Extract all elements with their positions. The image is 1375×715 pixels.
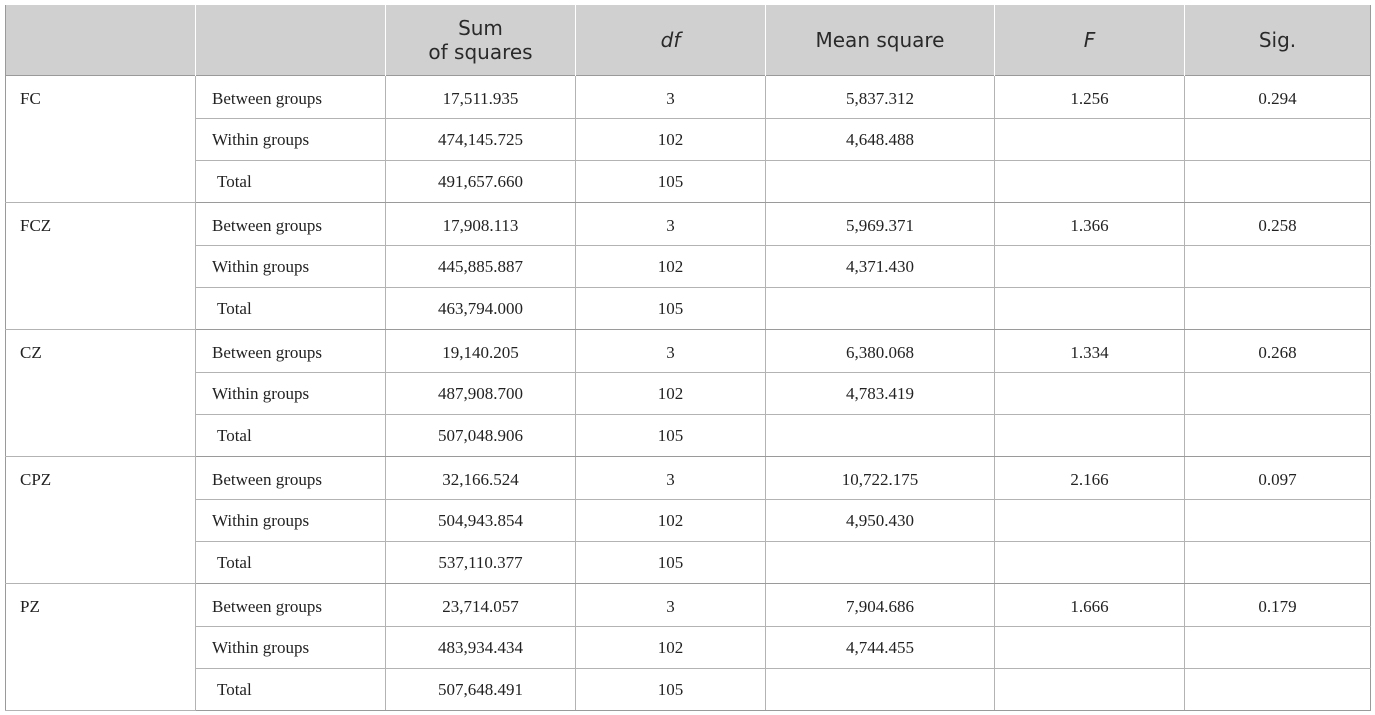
df-cell: 3 (576, 76, 766, 119)
f-cell: 2.166 (995, 457, 1185, 500)
sig-cell (1185, 415, 1371, 457)
sum-of-squares-cell: 537,110.377 (386, 542, 576, 584)
sig-cell (1185, 669, 1371, 711)
sig-cell (1185, 542, 1371, 584)
header-source (196, 5, 386, 76)
f-cell (995, 415, 1185, 457)
f-cell (995, 500, 1185, 542)
sig-cell: 0.097 (1185, 457, 1371, 500)
source-cell: Between groups (196, 584, 386, 627)
sig-cell (1185, 500, 1371, 542)
table-row (6, 457, 1371, 500)
sig-cell: 0.258 (1185, 203, 1371, 246)
header-mean-square: Mean square (766, 5, 995, 76)
source-cell: Total (196, 161, 386, 203)
sum-of-squares-cell: 491,657.660 (386, 161, 576, 203)
table-row (6, 415, 1371, 457)
table-row (6, 373, 1371, 415)
sum-of-squares-cell: 17,908.113 (386, 203, 576, 246)
f-cell: 1.334 (995, 330, 1185, 373)
table-row (6, 330, 1371, 373)
mean-square-cell (766, 669, 995, 711)
source-cell: Between groups (196, 457, 386, 500)
sig-cell: 0.268 (1185, 330, 1371, 373)
f-cell (995, 119, 1185, 161)
table-row (6, 627, 1371, 669)
source-cell: Between groups (196, 76, 386, 119)
header-sum-of-squares-line2: of squares (428, 40, 533, 64)
source-cell: Within groups (196, 500, 386, 542)
variable-cell: CPZ (6, 457, 196, 584)
mean-square-cell: 4,371.430 (766, 246, 995, 288)
sig-cell (1185, 627, 1371, 669)
table-row (6, 500, 1371, 542)
table-header (6, 5, 1371, 76)
df-cell: 102 (576, 627, 766, 669)
df-cell: 102 (576, 373, 766, 415)
df-cell: 105 (576, 669, 766, 711)
sum-of-squares-cell: 507,648.491 (386, 669, 576, 711)
mean-square-cell: 5,837.312 (766, 76, 995, 119)
df-cell: 3 (576, 203, 766, 246)
mean-square-cell: 4,648.488 (766, 119, 995, 161)
sig-cell (1185, 288, 1371, 330)
df-cell: 3 (576, 330, 766, 373)
sig-cell (1185, 246, 1371, 288)
sum-of-squares-cell: 23,714.057 (386, 584, 576, 627)
table-row (6, 203, 1371, 246)
sig-cell: 0.294 (1185, 76, 1371, 119)
sum-of-squares-cell: 507,048.906 (386, 415, 576, 457)
f-cell (995, 542, 1185, 584)
df-cell: 3 (576, 584, 766, 627)
header-row (6, 5, 1371, 76)
mean-square-cell (766, 415, 995, 457)
table-row (6, 119, 1371, 161)
table-row (6, 288, 1371, 330)
sig-cell (1185, 161, 1371, 203)
table-body (6, 76, 1371, 711)
sum-of-squares-cell: 474,145.725 (386, 119, 576, 161)
source-cell: Within groups (196, 119, 386, 161)
df-cell: 102 (576, 500, 766, 542)
mean-square-cell: 4,950.430 (766, 500, 995, 542)
variable-cell: FCZ (6, 203, 196, 330)
source-cell: Total (196, 542, 386, 584)
mean-square-cell (766, 542, 995, 584)
f-cell (995, 161, 1185, 203)
df-cell: 105 (576, 161, 766, 203)
mean-square-cell: 6,380.068 (766, 330, 995, 373)
source-cell: Total (196, 288, 386, 330)
source-cell: Within groups (196, 246, 386, 288)
variable-cell: FC (6, 76, 196, 203)
mean-square-cell: 7,904.686 (766, 584, 995, 627)
mean-square-cell: 10,722.175 (766, 457, 995, 500)
df-cell: 102 (576, 119, 766, 161)
sum-of-squares-cell: 504,943.854 (386, 500, 576, 542)
table-row (6, 246, 1371, 288)
sum-of-squares-cell: 19,140.205 (386, 330, 576, 373)
header-variable (6, 5, 196, 76)
f-cell (995, 246, 1185, 288)
source-cell: Within groups (196, 627, 386, 669)
variable-cell: CZ (6, 330, 196, 457)
mean-square-cell: 5,969.371 (766, 203, 995, 246)
df-cell: 102 (576, 246, 766, 288)
df-cell: 3 (576, 457, 766, 500)
table-row (6, 76, 1371, 119)
header-sum-of-squares (386, 5, 576, 76)
source-cell: Within groups (196, 373, 386, 415)
header-f: F (995, 5, 1185, 76)
sig-cell (1185, 373, 1371, 415)
mean-square-cell: 4,744.455 (766, 627, 995, 669)
source-cell: Total (196, 415, 386, 457)
sum-of-squares-cell: 445,885.887 (386, 246, 576, 288)
mean-square-cell (766, 161, 995, 203)
f-cell (995, 627, 1185, 669)
header-sig: Sig. (1185, 5, 1371, 76)
f-cell (995, 288, 1185, 330)
f-cell: 1.666 (995, 584, 1185, 627)
table-row (6, 669, 1371, 711)
f-cell: 1.366 (995, 203, 1185, 246)
source-cell: Between groups (196, 330, 386, 373)
anova-table (5, 5, 1371, 711)
sum-of-squares-cell: 17,511.935 (386, 76, 576, 119)
f-cell (995, 669, 1185, 711)
source-cell: Total (196, 669, 386, 711)
f-cell (995, 373, 1185, 415)
header-df: df (576, 5, 766, 76)
sum-of-squares-cell: 483,934.434 (386, 627, 576, 669)
mean-square-cell (766, 288, 995, 330)
table-row (6, 542, 1371, 584)
sig-cell (1185, 119, 1371, 161)
variable-cell: PZ (6, 584, 196, 711)
df-cell: 105 (576, 288, 766, 330)
sum-of-squares-cell: 463,794.000 (386, 288, 576, 330)
mean-square-cell: 4,783.419 (766, 373, 995, 415)
df-cell: 105 (576, 542, 766, 584)
sig-cell: 0.179 (1185, 584, 1371, 627)
table-row (6, 161, 1371, 203)
f-cell: 1.256 (995, 76, 1185, 119)
header-sum-of-squares-line1: Sum (458, 16, 503, 40)
source-cell: Between groups (196, 203, 386, 246)
df-cell: 105 (576, 415, 766, 457)
table-row (6, 584, 1371, 627)
sum-of-squares-cell: 32,166.524 (386, 457, 576, 500)
sum-of-squares-cell: 487,908.700 (386, 373, 576, 415)
